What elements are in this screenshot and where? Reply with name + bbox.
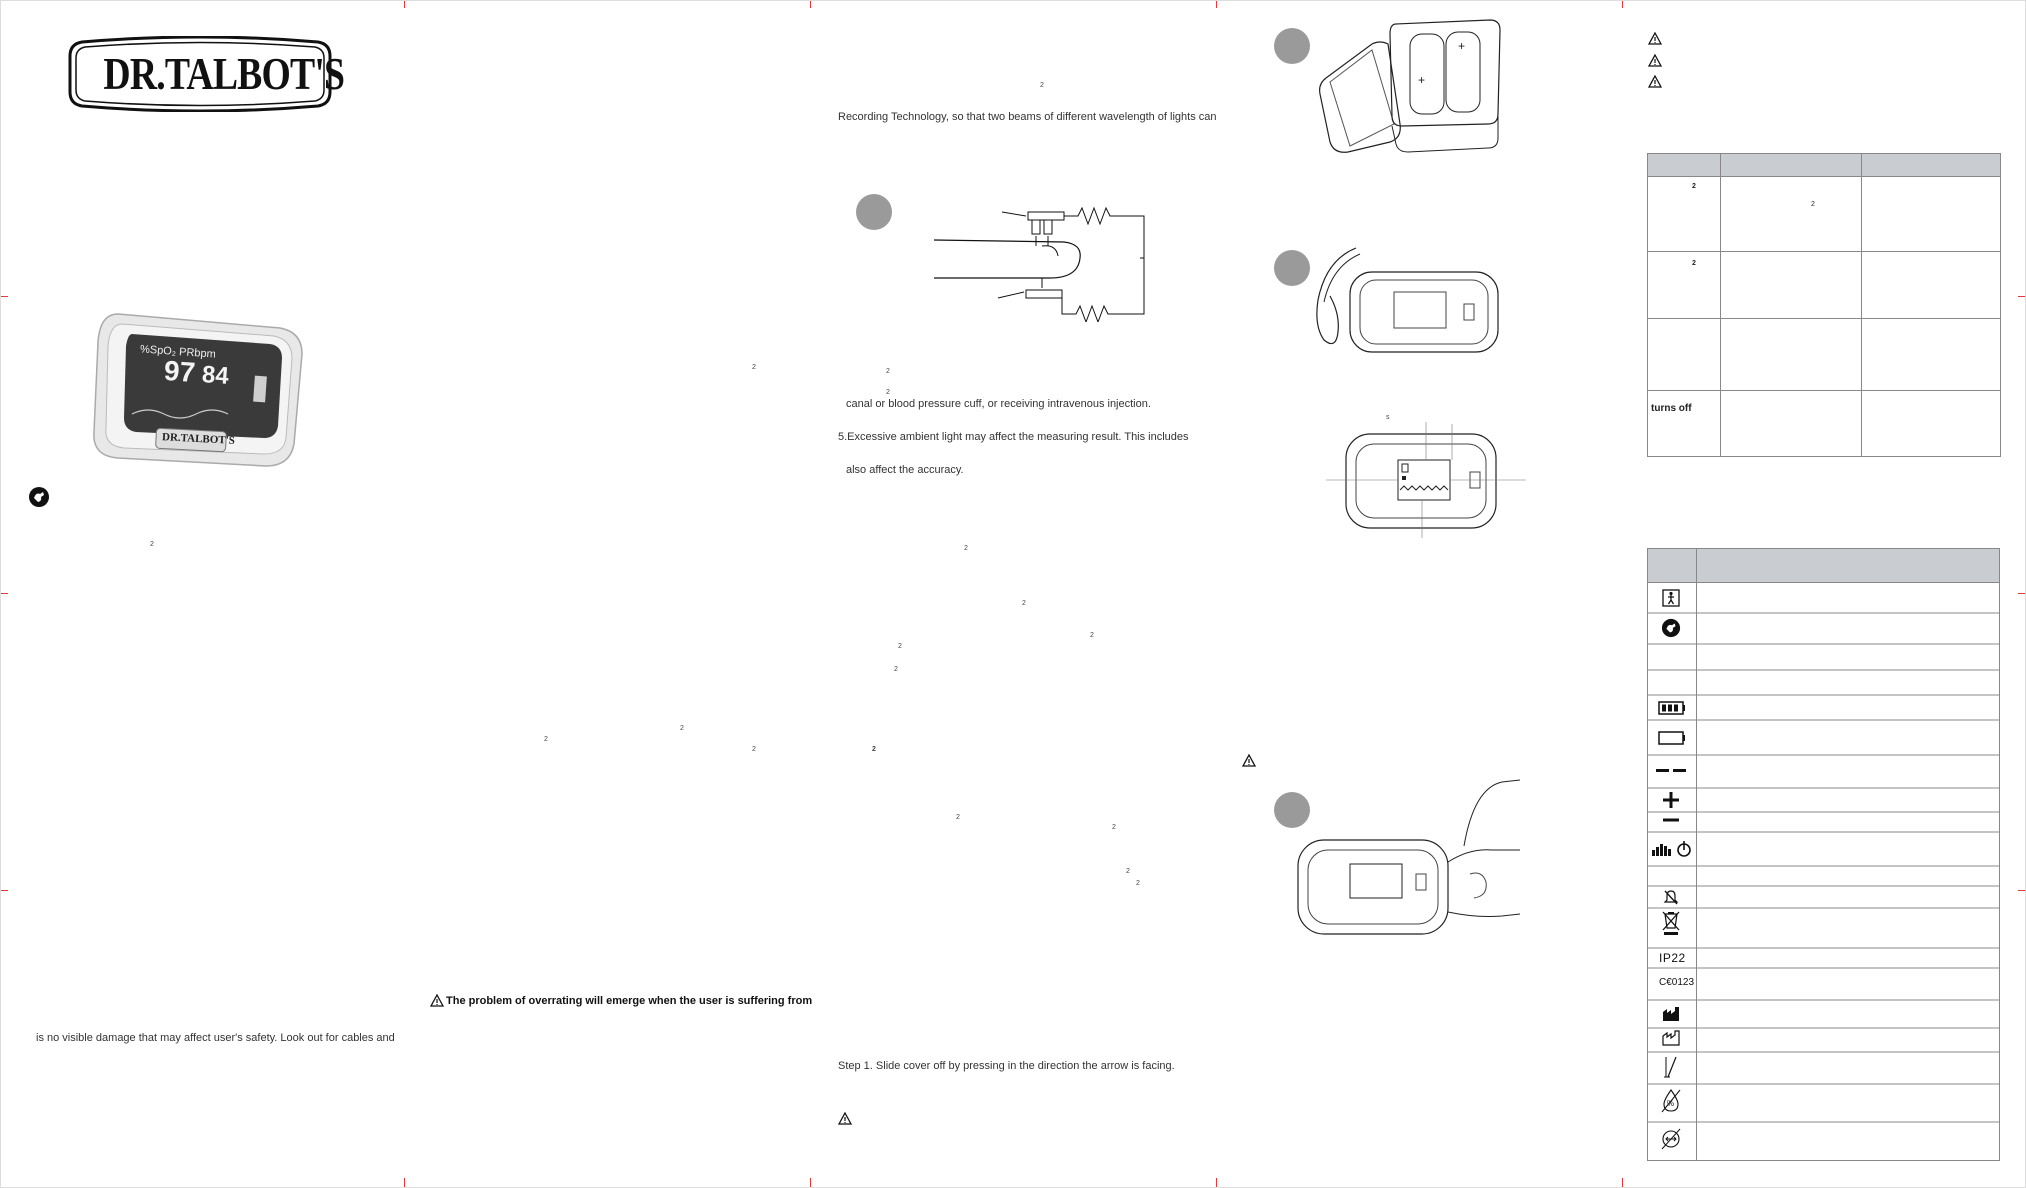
warning-icon [1648,32,1662,45]
type-bf-applied-part-icon [1662,589,1680,607]
troubleshooting-table [1647,153,2001,457]
table-row [1648,252,2001,319]
step-1-line: Step 1. Slide cover off by pressing in the direction the arrow is facing. [838,1060,1175,1072]
weee-disposal-icon [1662,910,1680,936]
subscript-2: 2 [544,736,548,743]
subscript-2: 2 [150,541,154,548]
fold-mark [2018,890,2026,891]
temperature-limit-icon [1662,1055,1680,1079]
device-screen-header: %SpO₂ PRbpm [139,343,217,361]
battery-full-icon [1658,701,1686,715]
finger-sensor-diagram [932,186,1150,322]
damage-warning-line: is no visible damage that may affect user's safety. Look out for cables and [36,1032,395,1044]
table-row [1648,177,2001,252]
fold-mark [404,0,405,8]
device-spo2-value: 97 [162,354,197,389]
warning-icon [1242,754,1256,767]
subscript-2: 2 [1136,880,1140,887]
fold-mark [0,593,8,594]
table-row [1648,319,2001,391]
fold-mark [0,890,8,891]
pressure-limit-icon [1660,1127,1682,1151]
subscript-2: 2 [886,389,890,396]
fold-mark [810,0,811,8]
subscript-2: 2 [752,746,756,753]
table-header-cell [1862,154,2001,177]
fold-mark [2018,296,2026,297]
battery-compartment-diagram [1318,14,1504,156]
subscript-2: 2 [872,746,876,753]
warning-icon [1648,75,1662,88]
subscript-2: 2 [894,666,898,673]
manufacture-date-icon [1662,1030,1680,1046]
lanyard-diagram [1296,240,1506,360]
fold-mark [2018,593,2026,594]
ambient-light-line: 5.Excessive ambient light may affect the measuring result. This includes [838,431,1189,443]
subscript-2: 2 [964,545,968,552]
warning-icon [430,994,444,1007]
warning-icon [838,1112,852,1125]
minus-icon [1663,818,1679,822]
battery-empty-icon [1658,731,1686,745]
oximeter-illustration [88,306,310,476]
subscript-2: 2 [886,368,890,375]
no-alarm-icon [1663,889,1679,905]
svg-text:%: % [1667,1099,1675,1108]
fold-mark [404,1178,405,1188]
table-header-cell [1648,154,1721,177]
subscript-2: 2 [680,725,684,732]
fold-mark [1216,1178,1217,1188]
device-pr-value: 84 [201,361,230,390]
fold-mark [810,1178,811,1188]
humidity-limit-icon [1660,1088,1682,1114]
signal-power-icon [1652,840,1692,858]
subscript-2: 2 [956,814,960,821]
subscript-2: 2 [1112,824,1116,831]
svg-text:+: + [1418,73,1426,87]
fold-mark [1216,0,1217,8]
table-header-cell [1721,154,1862,177]
warning-icon [1648,54,1662,67]
ip22-label: IP22 [1659,951,1686,965]
fold-mark [1622,0,1623,8]
subscript-2: 2 [752,364,756,371]
brand-logo-text: DR.TALBOT'S [103,48,345,99]
do-not-touch-icon [28,486,50,508]
fold-mark [1622,1178,1623,1188]
plus-icon [1663,792,1679,808]
subscript-2: 2 [1022,600,1026,607]
subscript-2: 2 [898,643,902,650]
subscript-2: 2 [1692,183,1696,190]
recording-technology-line: Recording Technology, so that two beams of different wavelength of lights can [838,111,1217,123]
accuracy-line: also affect the accuracy. [846,464,964,476]
follow-instructions-icon [1661,618,1681,638]
subscript-2: 2 [1090,632,1094,639]
subscript-2: 2 [1692,260,1696,267]
svg-text:+: + [1458,39,1466,53]
turns-off-label: turns off [1651,403,1692,414]
subscript-2: s [1386,414,1390,421]
ce-mark-label: C€0123 [1659,977,1695,988]
display-diagram [1326,422,1526,542]
subscript-2: 2 [1811,201,1815,208]
subscript-2: 2 [1040,82,1044,89]
fold-mark [0,296,8,297]
blood-pressure-line: canal or blood pressure cuff, or receiving intravenous injection. [846,398,1151,410]
manufacturer-icon [1662,1006,1680,1022]
device-badge-text: DR.TALBOT'S [161,431,236,447]
step-marker-circle [856,194,892,230]
table-row [1648,391,2001,457]
overrating-warning: The problem of overrating will emerge when the user is suffering from [446,995,813,1007]
step-marker-circle [1274,28,1310,64]
subscript-2: 2 [1126,868,1130,875]
no-reading-dash-icon [1656,768,1686,774]
symbol-rows-lines [1647,548,2000,1161]
finger-insertion-diagram [1296,778,1522,938]
